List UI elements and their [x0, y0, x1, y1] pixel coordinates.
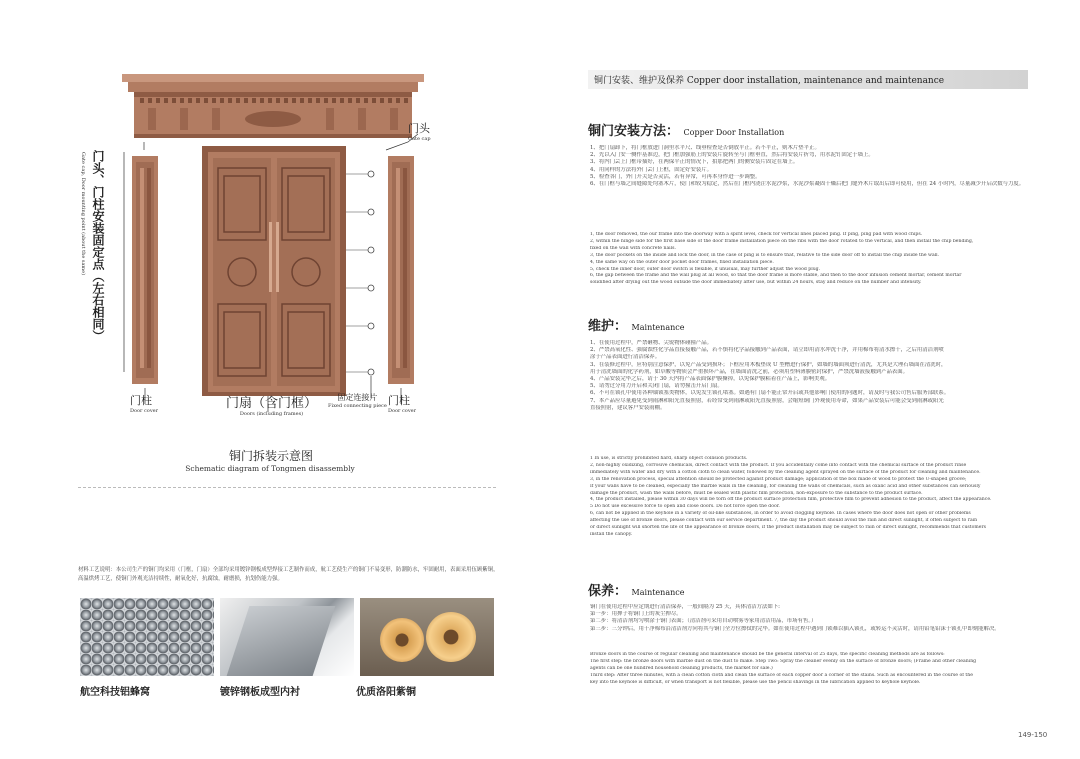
maintenance-zh-line: 6、不可在锁孔中使用各种铀锁塞类物体，以免发生锁孔堵塞。如遇有门扇不能正常开启或其他影响门使用的问题时，请及时与我公司售后服务部联系。 — [590, 390, 950, 397]
divider — [78, 487, 496, 488]
install-title — [588, 120, 784, 139]
care-title-zh: 保养： — [588, 584, 628, 599]
care-title-en: Maintenance — [631, 588, 685, 597]
maintenance-zh-line: 用于清洗墙面的化学药剂，如草酸等物质会严重损坏产品，在墙面清洗之前，必须用塑料薄膜密封保护，严禁洗墙液接触到产品表面。 — [590, 368, 909, 375]
fixing-points — [368, 171, 374, 375]
maintenance-en-line: 4, the product installed, please within 30 days will be torn off the product surface protection film, protective film to prevent adhesion to the product, affect the appearance. — [590, 497, 992, 503]
maintenance-en-line: 1 In use, is strictly prohibited hard, sharp object collision products. — [590, 456, 748, 461]
material-caption-2: 镀锌钢板成型内衬 — [220, 687, 300, 698]
install-title-en: Copper Door Installation — [683, 128, 785, 137]
maintenance-zh-line: 4、产品安装完毕之后，请于 30 天内将产品表面保护膜撕掉，以免保护膜粘着在产品上，影响美观。 — [590, 376, 831, 383]
care-en-line: Third step: After three minutes, with a clean cotton cloth and clean the surface of each copper door a corner of the stains. Such as encountered in the course of the — [590, 672, 973, 678]
care-title — [588, 580, 684, 599]
maintenance-title-en: Maintenance — [631, 323, 685, 332]
care-zh-line: 第二步：将清洁剂均匀喷涂于铜门表面；（清洁剂可采用自动喷雾等家用清洁用品，市场有售。） — [590, 618, 817, 625]
doors-label-en: Doors (including frames) — [239, 411, 304, 417]
aluminum-honeycomb-photo — [80, 598, 214, 676]
care-zh-line: 第一步：用掸子将铜门上的灰尘掸尽。 — [590, 611, 682, 618]
mounting-point-label-zh: 门头、门柱安装固定点（左右相同） — [91, 150, 105, 342]
install-en-line: fixed on the wall with concrete nails. — [590, 245, 676, 251]
care-zh-text — [590, 604, 1030, 633]
maintenance-en-text — [590, 456, 1030, 539]
install-zh-line: 5、检查各门，外门开关是否灵活，若有异常，可再本身作进一步调整。 — [590, 173, 761, 180]
maintenance-zh-line: 5、请勿过分用力开启和关闭门扇，请勿撞击开启门扇。 — [590, 383, 723, 390]
gate-cap-label-zh: 门头 — [408, 122, 430, 135]
door-cover-right-label — [388, 392, 416, 414]
install-zh-line: 3、将内门芸上门框带插好，在两保平正的情况下，拍那把两门的侧安装片固定在墙上。 — [590, 159, 799, 166]
install-zh-line: 1、把门扇卸下，将门框放进门洞里水平尺、线垂检查是否倒放平正。若不平正，则木片垫平正。 — [590, 145, 820, 151]
diagram-title-zh: 铜门拆装示意图 — [229, 449, 314, 463]
care-en-line: agents can be one hundred household cleaning products, the market for sale.) — [590, 665, 773, 671]
fixed-piece-en: Fixed connecting piece — [328, 403, 387, 409]
install-en-line: solidified after drying out the wood outside the door immediately after use, but within 24 hours, stay and reduce on the number and intensity. — [590, 280, 922, 286]
maintenance-en-line: 2, non-highly oxidizing, corrosive chemicals, direct contact with the product. If you accidentally come into contact with the chemical surface of the product rinse — [590, 462, 967, 468]
door-cover-left-label — [130, 392, 158, 414]
galvanized-steel-photo — [220, 598, 354, 676]
door-schematic — [118, 72, 428, 412]
install-zh-line: 2、先以入门安一侧作基准边，把门框加强筋上的安装片旋转至与门框垂直，然后将安装片折弯，用水泥钉固定于墙上。 — [590, 152, 874, 159]
fixed-piece-label — [328, 392, 387, 409]
door-cover-right-en: Door cover — [388, 408, 416, 414]
door-cover-left-zh: 门柱 — [130, 394, 152, 407]
maintenance-en-line: 6, can not be applied in the keyhole in a variety of oil-like substances, in order to avoid clogging keyhole. In cases where the door does not open or other problems — [590, 511, 971, 517]
header-title: 铜门安装、维护及保养 Copper door installation, maintenance and maintenance — [594, 76, 945, 86]
door-cover-left — [132, 156, 158, 384]
maintenance-en-line: install the canopy. — [590, 531, 633, 537]
care-en-line: The first step: the bronze doors with marble dust on the dust to make. Step Two: Spray the cleaner evenly on the surface of bronze doors; (Frame and other cleaning — [590, 658, 977, 664]
care-zh-line: 铜门在使用过程中应定期进行清洁保养，一般间隔为 25 天，具体清洁方法如下: — [590, 604, 780, 610]
gate-cap-label-en: Gate cap — [408, 136, 431, 142]
maintenance-en-line: 3, in the renovation process, special attention should be protected against product damage; application of the box made of wood to protect the U-shaped groove; — [590, 476, 967, 482]
care-zh-line: 第三步：三分钟后，用干净棉布沿清洁剂方向将其与铜门全方位擦拭的完毕。如在使用过程中遇到门锁难以插入锁孔，或转运不灵活时，请用铅笔铅沫于锁孔中即刻能解决。 — [590, 625, 1000, 632]
doors-label-zh: 门扇（含门框） — [226, 396, 318, 411]
install-en-line: 4, the same way on the outer door pocket door frames, fixed installation piece. — [590, 259, 774, 265]
copper-coil-photo — [360, 598, 494, 676]
material-caption-1: 航空科技铝蜂窝 — [80, 687, 150, 698]
install-title-zh: 铜门安装方法： — [588, 124, 680, 139]
install-en-line: 1, the door removed, the our frame into the doorway with a spirit level, check for vertical lines placed ping. If ping, ping pad with wood chips. — [590, 232, 923, 237]
care-en-line: Bronze doors in the course of regular cleaning and maintenance should be the general interval of 25 days, the specific cleaning methods are as follows: — [590, 652, 945, 657]
gate-cap — [122, 74, 424, 138]
door-cover-right — [388, 156, 414, 384]
care-en-text — [590, 652, 1030, 687]
mounting-point-label-en: Gate cap, Door mounting point (about the same) — [80, 152, 86, 276]
maintenance-zh-text — [590, 340, 1030, 412]
maintenance-zh-line: 2、严禁高氧化性、强腐蚀性化学品直接接触产品，若不慎将化学品接触到产品表面，请立即用清水冲洗干净，并用棉布将清水擦干，之后用清洁剂喷 — [590, 347, 944, 354]
maintenance-zh-line: 7、本产品应尽量避免受到雨淋和阳光直接照射，若经常受到雨淋或阳光直接照射，会缩短铜门外观使用寿命，如果产品安装后可能会受到雨淋或阳光 — [590, 397, 944, 404]
maintenance-title-zh: 维护： — [588, 319, 628, 334]
maintenance-zh-line: 3、在装修过程中，应特别注意保护，以免产品受到损坏；下框应用木板垫成 U 型槽进行保护，如墙的墙面须进行清洗，尤其是大理石墙面在清洗时， — [590, 361, 947, 368]
maintenance-zh-line: 涂于产品表面进行清洁保养。 — [590, 354, 661, 361]
maintenance-en-line: immediately with water and dry with a cotton cloth to clean water, followed by the cleaning agent sprayed on the surface of the product for cleaning and maintenance. — [590, 469, 981, 475]
install-en-line: 2, within the hinge side for the first base side of the door frame installation piece on the ribs with the door rotated to the vertical, and then install the chip bending, — [590, 238, 974, 244]
maintenance-title — [588, 315, 684, 334]
install-en-line: 3, the door pockets on the inside and lock the door, in the case of ping is to ensure that, relative to the side door off to install the chip inside the wall. — [590, 252, 940, 258]
maintenance-en-line: damage the product, wash the walls before, must be sealed with plastic film protection, non-exposure to the substance to the product surface. — [590, 490, 923, 496]
install-zh-line: 6、在门框与墙之间缝隙处均塞木片，使门和较为稳定，然后在门框内浇注水泥沙浆，水泥沙浆凝固干燥后把门缝外木片取出后即可使用，但在 24 小时内，尽量减少开启次数与力度。 — [590, 181, 1025, 188]
material-caption-3: 优质洛阳紫铜 — [356, 687, 416, 698]
doors-label — [226, 392, 317, 417]
maintenance-zh-line: 直接照射，建议客户安装雨棚。 — [590, 404, 666, 411]
door-leaves — [202, 146, 346, 396]
maintenance-en-line: If your walls have to be cleaned, especially the marble walls in the cleaning, for cleaning the walls of chemicals, such as oxalic acid and other substances can seriously — [590, 483, 981, 489]
gate-cap-label — [408, 120, 431, 142]
door-cover-right-zh: 门柱 — [388, 394, 410, 407]
diagram-title-en: Schematic diagram of Tongmen disassembly — [185, 464, 355, 473]
install-en-text — [590, 232, 1030, 287]
maintenance-zh-line: 1、在使用过程中，严禁砸物、尖锐物体碰撞产品。 — [590, 340, 713, 346]
maintenance-en-line: or direct sunlight will shorten the life of the appearance of bronze doors, if the product installation may be subject to rain or direct sunlight, recommends that customers — [590, 525, 987, 531]
care-en-line: key into the keyhole is difficult, or when transport is not flexible, please use the pencil shavings in the lubrication applied to keyhole keyhole. — [590, 679, 921, 685]
install-zh-text — [590, 145, 1030, 188]
page-number: 149-150 — [1018, 731, 1048, 739]
install-en-line: 6, the gap between the frame and the wall plug at all wood, so that the door frame is more stable, and then to the door infusion cement mortar, cement mortar — [590, 273, 962, 279]
maintenance-en-line: affecting the use of bronze doors, please contact with our service department. 7, the day the product should avoid the rain and direct sunlight, if often subject to rain — [590, 518, 978, 524]
install-zh-line: 4、用同样的方法将外门芸门上框，固定好安装片。 — [590, 166, 713, 173]
fixed-piece-zh: 固定连接片 — [337, 393, 378, 402]
header-bar — [588, 70, 1028, 89]
door-cover-left-en: Door cover — [130, 408, 158, 414]
materials-note: 材料工艺说明：本公司生产的铜门均采用（门框，门扇）全部均采用镀锌钢板成型焊接工艺制作而成，航工艺使生产的铜门不易变形，防潮防水，牢固耐用，表面采用伍顾紫铜，高温烘烤工艺，使铜门外观光洁持续性，耐氧化好，抗腐蚀，耐磨损，抗划伤能力强。 — [78, 567, 499, 582]
install-en-line: 5, check the inner door, outer door switch is flexible, if unusual, may further adjust the wood plug. — [590, 266, 821, 272]
maintenance-en-line: 5 Do not use excessive force to open and close doors. Do not force open the door. — [590, 504, 780, 510]
